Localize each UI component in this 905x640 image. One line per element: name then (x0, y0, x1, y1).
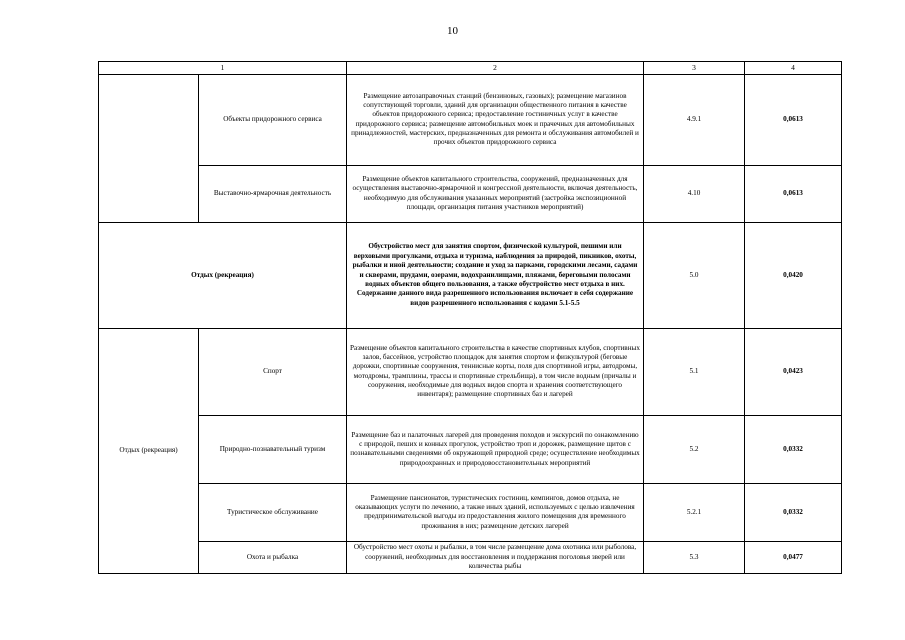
row-description: Размещение пансионатов, туристических гостиниц, кемпингов, домов отдыха, не оказывающих услуги по лечению, а также иных зданий, используемых с целью извлечения предпринимательской выгоды из предоставления жилого помещения для временного проживания в них; размещение детских лагерей (347, 483, 644, 541)
row-value: 0,0613 (745, 74, 842, 165)
row-description: Размещение автозаправочных станций (бензиновых, газовых); размещение магазинов сопутствующей торговли, зданий для организации общественного питания в качестве объектов придорожного сервиса; предоставление гостиничных услуг в качестве придорожного сервиса; размещение автомобильных моек и прачечных для автомобильных принадлежностей, мастерских, предназначенных для ремонта и обслуживания автомобилей и прочих объектов придорожного сервиса (347, 74, 644, 165)
row-description: Обустройство мест охоты и рыбалки, в том числе размещение дома охотника или рыболова, сооружений, необходимых для восстановления и поддержания поголовья зверей или количества рыбы (347, 541, 644, 573)
row-value: 0,0332 (745, 483, 842, 541)
header-col-1: 1 (99, 62, 347, 75)
row-name: Спорт (199, 328, 347, 415)
row-code: 4.10 (644, 165, 745, 222)
row-value: 0,0423 (745, 328, 842, 415)
row-value: 0,0332 (745, 415, 842, 483)
header-col-3: 3 (644, 62, 745, 75)
header-row (99, 62, 842, 75)
table-row (99, 328, 842, 415)
row-code: 5.1 (644, 328, 745, 415)
table-row (99, 165, 842, 222)
table-row (99, 541, 842, 573)
group-cell-empty (99, 74, 199, 222)
row-code: 5.3 (644, 541, 745, 573)
row-description: Обустройство мест для занятия спортом, физической культурой, пешими или верховыми прогулками, отдыха и туризма, наблюдения за природой, пикников, охоты, рыбалки и иной деятельности; создание и уход за парками, городскими лесами, садами и скверами, прудами, озерами, водохранилищами, пляжами, береговыми полосами водных объектов общего пользования, а также обустройство мест отдыха в них. Содержание данного вида разрешенного использования включает в себя содержание видов разрешенного использования с кодами 5.1-5.5 (347, 222, 644, 328)
page-number: 10 (447, 25, 458, 37)
table-row (99, 415, 842, 483)
table-row (99, 222, 842, 328)
row-code: 5.2.1 (644, 483, 745, 541)
table-row (99, 74, 842, 165)
row-code: 5.0 (644, 222, 745, 328)
land-use-table (98, 61, 842, 574)
row-name: Природно-познавательный туризм (199, 415, 347, 483)
group-cell: Отдых (рекреация) (99, 328, 199, 573)
row-code: 5.2 (644, 415, 745, 483)
row-name: Выставочно-ярмарочная деятельность (199, 165, 347, 222)
row-code: 4.9.1 (644, 74, 745, 165)
row-description: Размещение объектов капитального строительства в качестве спортивных клубов, спортивных залов, бассейнов, устройство площадок для занятия спортом и физкультурой (беговые дорожки, спортивные сооружения, теннисные корты, поля для спортивной игры, автодромы, мотодромы, трамплины, трассы и спортивные стрельбища), в том числе водным (причалы и сооружения, необходимые для водных видов спорта и хранения соответствующего инвентаря); размещение спортивных баз и лагерей (347, 328, 644, 415)
row-description: Размещение объектов капитального строительства, сооружений, предназначенных для осуществления выставочно-ярмарочной и конгрессной деятельности, включая деятельность, необходимую для обслуживания указанных мероприятий (застройка экспозиционной площади, организация питания участников мероприятий) (347, 165, 644, 222)
row-value: 0,0420 (745, 222, 842, 328)
row-value: 0,0613 (745, 165, 842, 222)
row-name: Отдых (рекреация) (99, 222, 347, 328)
header-col-2: 2 (347, 62, 644, 75)
row-name: Охота и рыбалка (199, 541, 347, 573)
table-row (99, 483, 842, 541)
row-value: 0,0477 (745, 541, 842, 573)
row-description: Размещение баз и палаточных лагерей для проведения походов и экскурсий по ознакомлению с природой, пеших и конных прогулок, устройство троп и дорожек, размещение щитов с познавательными сведениями об окружающей природной среде; осуществление необходимых природоохранных и природовосстановительных мероприятий (347, 415, 644, 483)
header-col-4: 4 (745, 62, 842, 75)
row-name: Туристическое обслуживание (199, 483, 347, 541)
row-name: Объекты придорожного сервиса (199, 74, 347, 165)
